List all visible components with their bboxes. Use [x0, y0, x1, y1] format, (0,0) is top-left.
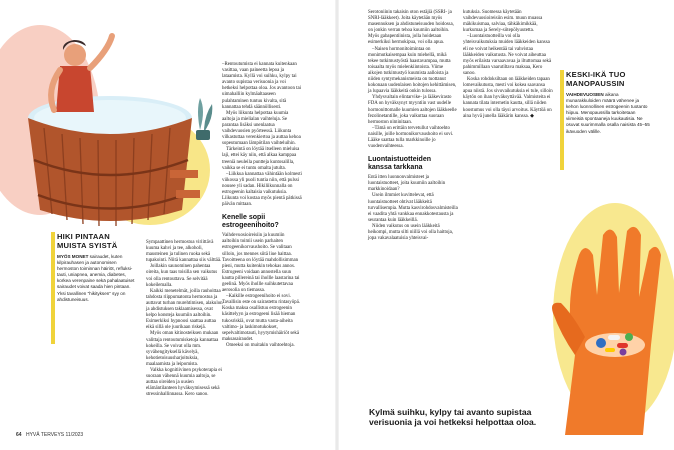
paragraph: Myös oman kitinosteiksen mukaan valittaja rentoutumisketoja kannattaa kokeilla. Se voivat olla mm. syvähengityksellä kävelyä, kehotietoisuusharjoituksia, maalaamista ja leipomista.	[146, 331, 219, 367]
paragraph: Myös liikunta helpottaa kuumia aaltoja ja mielialan vaihteluja. Se parantaa lisäksi unenlaatua vaihdevuosien pyörteessä. Liikunta vilkastuttaa verenkiertoa ja auttaa kehoa sopeutumaan lämpötilan vaihteluihin.	[222, 110, 301, 147]
paragraph: –Rentoutumista ei kannata kuitenkaan vasittaa, vaan paineetta lepoa ja lataamista. Kyllä voi suihku, kylpy tai avanto supistaa verisuonia ja voi hetkeksi helpottaa oloa. Jos avantoon tai uimahalliin kylmäaltaaseen pulahtaminen tuntuu kivalta, sitä kannattaa tehdä säännöllisesti.	[222, 62, 302, 110]
paragraph: Kaikki menetelmät, joilla rauhoittaa tahdosta riippumatonta hermostoa ja auttavat turhan murehtimisen, alakulon ja ahdistuksen taklaamisessa, ovat kelpo konsteja kuumiin aaltoihin. Esimerkiksi hypnoosi saattaa auttaa eikä sillä ole juurikaan riskejä.	[146, 288, 223, 331]
sidebar-sweat-causes	[57, 232, 137, 303]
paragraph: Usein ilmmiet kuvittelevat, että luontaistuotteet ohtivat lääkkeitä turvallisempia. Mutta kasvirohdosvalmisteilla ei vaadita yhtä vankkaa ennakkotestausta ja seurantaa kuin lääkkeillä.	[368, 193, 458, 223]
page-number: 64	[16, 432, 22, 438]
paragraph: –Liikkua kannattaa vähintään kolmesti viikossa yli puoli tuntia niin, että pulssi nousee yli sadan. Hikiliikunnalla on estrogeenin kaltaisia vaikutuksia. Liikunta voi kostaa myös pientä pätkissä päivän mittaan.	[222, 171, 302, 208]
hot-tub-illustration	[0, 0, 215, 232]
paragraph: kutuksia. Suomessa käytetään vaihdevuosioireisiin esim. muun muassa mäkikuismaa, salviaa, tähkäkimikkää, kurkumaa ja Serely-siitepölyuutetta.	[463, 10, 543, 34]
page-footer	[16, 432, 83, 438]
paragraph: Niiden vaikutus on usein lääkkeitä heikompi, mutta silti niillä voi olla haittoja, jopa vakavalaatuisia yhteisvai-	[368, 223, 454, 242]
accent-bar	[560, 70, 564, 170]
sidebar-title-line: MANOPAUSSIN	[566, 79, 625, 88]
paragraph: Joillakin saunominen pahentaa oireita, kun taas toisilla sen vaikutus voi olla rentouttava. Se selvitää kokeilemalla.	[146, 264, 218, 288]
magazine-name: HYVÄ TERVEYS 11/2023	[25, 432, 84, 438]
sidebar-title-line: MUISTA SYISTÄ	[57, 241, 118, 250]
paragraph: Sympaattinen hermostoa viriittävä kuuma kahvi ja tee, alkoholi, mausteinen ja tulinen ruoka sekä tupakointi. Niitä kannattaa siis välttää.	[146, 240, 222, 264]
sidebar-text	[566, 92, 650, 135]
sidebar-text	[57, 254, 137, 303]
paragraph: Serotoniinin takaisin oton estäjiä (SSRI- ja SNRI-lääkkeet). Joita käytetään myös masennuksen ja ahdistuneisuuden hoidossa, on jonkin verran tehoa kuumiin aaltoihin. Myös gabapentiinista, jolla hoidetaan esimerkiksi hermokipua, voi olla apua.	[368, 10, 454, 46]
glove-with-pills-illustration	[545, 195, 674, 435]
paragraph: Vaihdevuosioireisiin ja kuumiin aaltoihin toimii usein parhaiten estrogeenikorvaushoito. Se valitaan silloin, jos mennes siitä liue haittaa. Tavoitteena on löytää mahdollisimman pieni, mutta kuitenkin tehokas annos. Estrogeeni voidaan annostella suun kautta pillereinä tai ihollle laastarina tai geelinä. Myös ihollle suihkutettavaa aerosolia on tiemassa.	[222, 233, 300, 294]
sidebar-title	[57, 232, 137, 250]
subheading-line: kanssa tarkkana	[368, 164, 423, 172]
subheading	[368, 156, 458, 172]
subheading: Kenelle sopii estrogeenihoito?	[222, 214, 279, 230]
sidebar-title	[566, 70, 650, 88]
sidebar-body: sairaudet, kuten kilpirauhasen ja autonomisen hermoston toiminnan häiriöt, refluksitauti, uniapnea, anemia, diabetes, korkea verenpaine sekä pahalaatuiset sairaudet voivat saada hien pintaan. Yksi tavallinen “hikityksen” syy on ahdistuneisuus.	[57, 254, 135, 302]
text-column-3	[368, 10, 458, 242]
subheading-line: Luontaistuotteiden	[368, 156, 431, 164]
paragraph: Entä itten luonnonvalmisteet ja luontaistuotteet, joita kuumiin aaltoihin markkinoidaan?	[368, 175, 446, 193]
text-column-1	[146, 240, 224, 398]
paragraph: –Tämä on erittäin tervetullut vaihtoehto naisille, joille hormonikorvaushoito ei sovi. Lääke saattaa tulla markkinoille jo vuodenvaihteessa.	[368, 125, 454, 150]
paragraph: Valkka kognitiivinen psykoterapia ei suoraan vähennä kuumia aaltoja, se auttaa oireiden ja uusien elämäntilanteen hyväksymisessä sekä stressinhallinnassa. Kero sanoo.	[146, 367, 222, 398]
paragraph: –Kaikille estrogeenihoito ei sovi. Tavallisin este on sairastettu rintasyöpä. Koska maksa osallistuu estrogeenin käsittelyyn ja estrogeeni lisää hieman tukosriskiä, ovat mutta vasta-aiheita valtimo- ja laskimotukokset, sepelvaltimotauti, hyytymishäiriöt sekä maksasairaudet.	[222, 294, 301, 342]
sidebar-lead: MYÖS MONET	[57, 254, 89, 259]
pull-quote: Kylmä suihku, kylpy tai avanto supistaa verisuonia ja voi hetkeksi helpottaa oloa.	[369, 407, 537, 428]
sidebar-title-line: HIKI PINTAAN	[57, 232, 110, 241]
paragraph: Omeeksi on muitakin vaihtoehtoja.	[226, 342, 295, 348]
sidebar-lead: VAIHDEVUOSIEN	[566, 92, 604, 97]
paragraph: –Luontaistuotteilla voi olla yhteisvaikutuksia muiden lääkkeiden kanssa eli ne voivat heikentää tai vahvistaa lääkkeiden vaikutusta. Ne voivat aiheuttaa myös erilaista varsaavavaa ja iltuttomaa sekä pahimmillaan vaarutiltava maksaa, Kero sanoo.	[463, 34, 552, 76]
sidebar-menopause	[566, 70, 650, 135]
sidebar-title-line: KESKI-IKÄ TUO	[566, 70, 626, 79]
sidebar-body: aikana munarakkuloiden määrä vähenee ja kehon luonnollinen estrogeenin tuotanto hiipuu. Menopaussilla tarkoitetaan viimeisiä spontaaneja kuukautisia. Ne osuvat suurimmalla osalla naisista 45–55 ikävuoden välille.	[566, 92, 650, 134]
page-gutter	[335, 0, 339, 450]
text-column-4	[463, 10, 555, 120]
text-column-2	[222, 62, 302, 349]
accent-bar	[51, 232, 55, 344]
paragraph: –Naisen hormonitoimintaa on monimutkaisempaa kuin miehellä, mikä tekee tutkimustyöstä haastavampaa, mutta toisaalta myös mielenkiintoista. Viime aikojen tutkimustyö kuumista aalloista ja niiden syntymekanismeista on tuottanut kokonaan uudenlaisen hoitojen kehittämisen, ja lupaavia lääkkeitä onkin tulossa.	[368, 46, 457, 95]
paragraph: Tärkeintä on löytää itselleen mieluisa laji, ettei käy niin, että alkaa kamppaa treeniä neuleila puntteja kuntosalilla, vaikka se ei tuntu omalta jutulta.	[222, 147, 300, 171]
paragraph: Yhdysvaltain elintarvike- ja lääkevirasto FDA on hyväksynyt myyntiin vast uudelle hormonittomalle kuumien aaltojen lääkkeelle fezolinetantille, joka vaikuttaa suoraan hermoston niminitaan.	[368, 95, 457, 125]
paragraph: Koska rohdoksiltaan on lääkkeiden tapaan lomevaikutusta, mesti voi kokea saavansa apua niistä. Jos sivuvaikutuksia ei tule, silloin käytön on ihan hyväksyttävää. Valmisteita ei kannata tilata internetin kautta, sillä niiden koostumus voi olla täysi arvoitus. Käyttöä on aina hyvä junella lääkärin kanssa. ◆	[463, 77, 553, 119]
